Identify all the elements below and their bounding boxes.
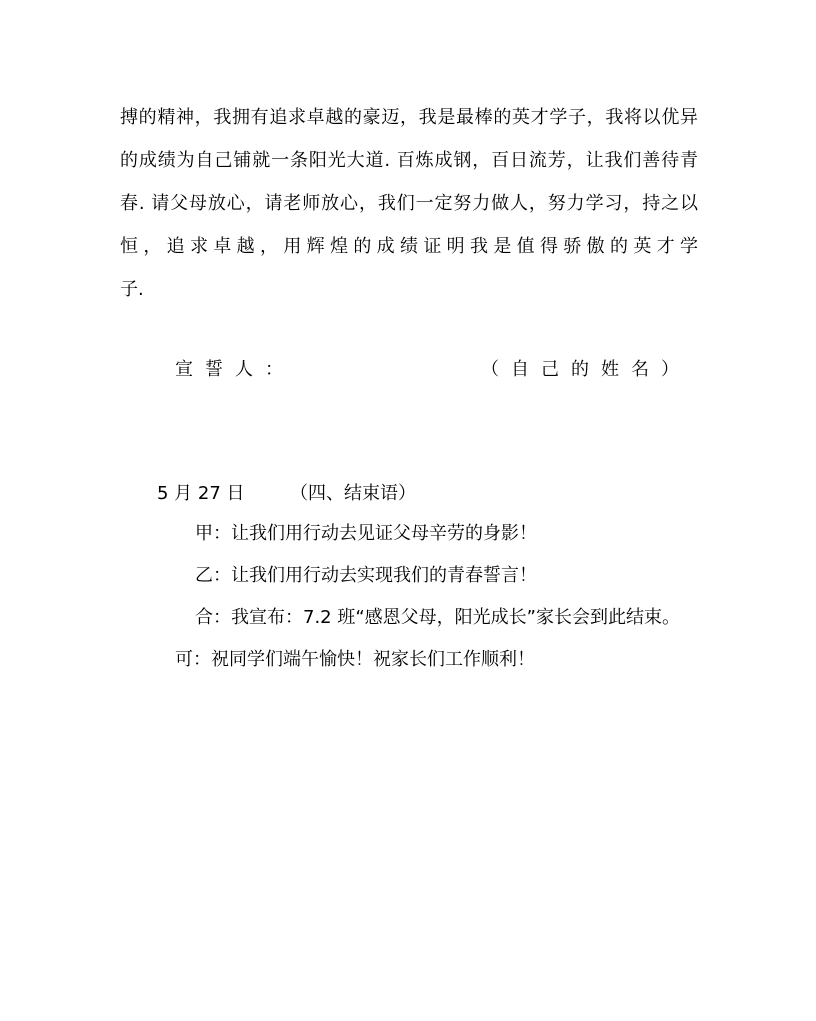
paragraph-line: 恒，追求卓越，用辉煌的成绩证明我是值得骄傲的英才学 [120,236,698,257]
closing-line-yi: 乙：让我们用行动去实现我们的青春誓言！ [195,565,537,586]
closing-line-ke: 可：祝同学们端午愉快！祝家长们工作顺利！ [175,649,535,670]
paragraph-line: 的成绩为自己铺就一条阳光大道. 百炼成钢，百日流芳，让我们善待青 [120,150,698,171]
paragraph-line: 春. 请父母放心，请老师放心，我们一定努力做人，努力学习，持之以 [120,193,698,214]
oath-signature-line [175,355,691,385]
section-heading: （四、结束语） [290,483,416,504]
closing-line-jia: 甲：让我们用行动去见证父母辛劳的身影！ [195,523,537,544]
closing-line-he: 合：我宣布：7.2 班“感恩父母，阳光成长”家长会到此结束。 [195,607,680,628]
paragraph-line: 子. [120,279,144,300]
paragraph-line: 搏的精神，我拥有追求卓越的豪迈，我是最棒的英才学子，我将以优异 [120,107,698,128]
date-text: 5 月 27 日 [157,483,245,504]
oath-label: 宣誓人： [175,359,295,380]
oath-name-placeholder: （自己的姓名） [481,359,691,380]
